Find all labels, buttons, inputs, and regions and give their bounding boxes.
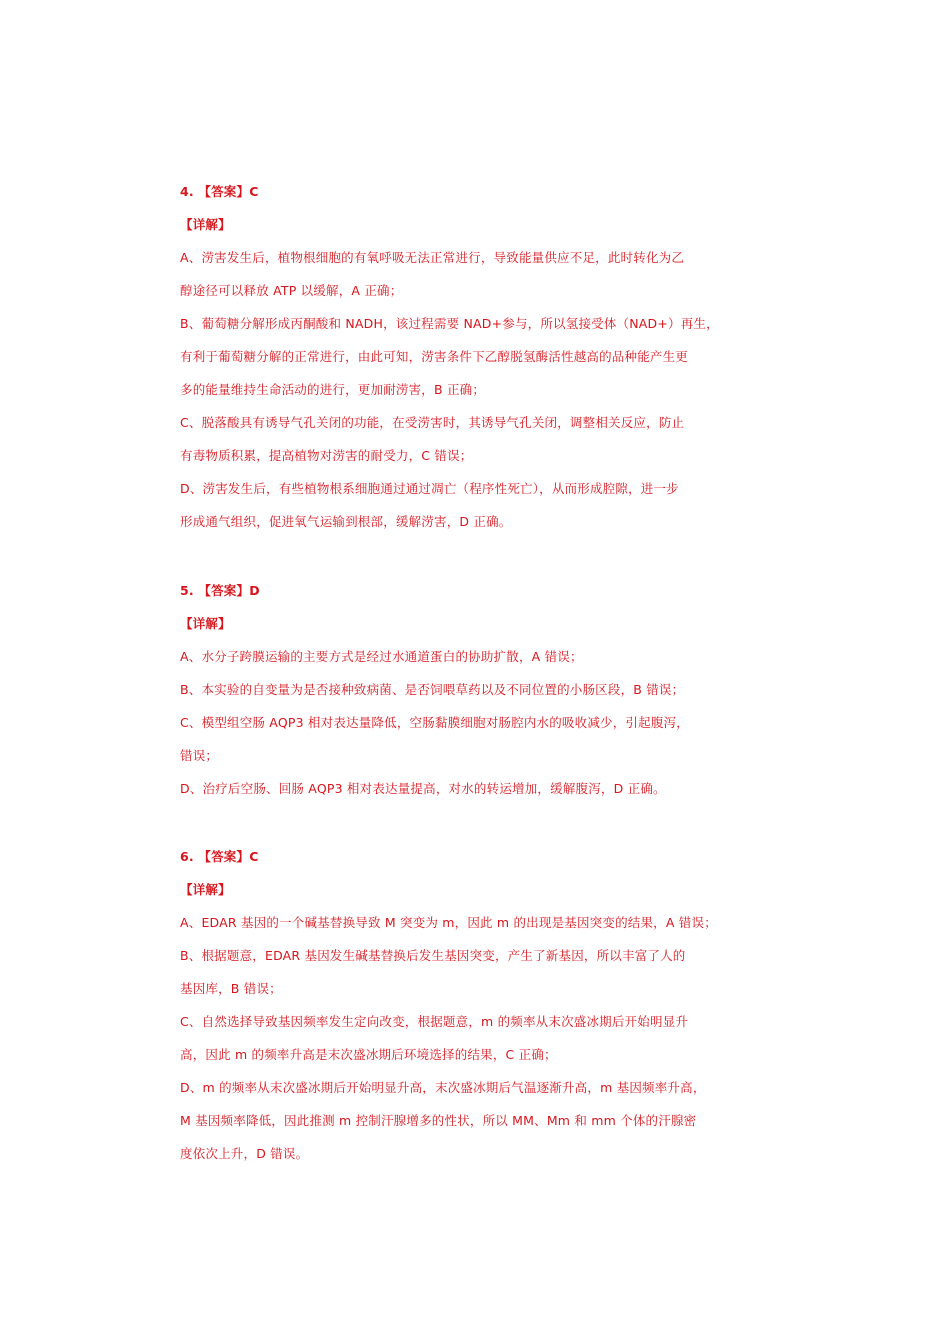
question-5-line: C、模型组空肠 AQP3 相对表达量降低，空肠黏膜细胞对肠腔内水的吸收减少，引起腹泻， [180,715,689,730]
question-6-line: 度依次上升，D 错误。 [180,1146,309,1161]
question-5-line: A、水分子跨膜运输的主要方式是经过水通道蛋白的协助扩散，A 错误； [180,649,583,664]
question-6-line: 基因库，B 错误； [180,981,282,996]
question-4-line: A、涝害发生后，植物根细胞的有氧呼吸无法正常进行，导致能量供应不足，此时转化为乙 [180,250,685,265]
question-5-line: D、治疗后空肠、回肠 AQP3 相对表达量提高，对水的转运增加，缓解腹泻，D 正确。 [180,781,666,796]
question-4-line: 醇途径可以释放 ATP 以缓解，A 正确； [180,283,403,298]
question-6-line: 高，因此 m 的频率升高是末次盛冰期后环境选择的结果，C 正确； [180,1047,557,1062]
question-4-answer: 4. 【答案】C [180,184,259,199]
question-4-line: D、涝害发生后，有些植物根系细胞通过通过凋亡（程序性死亡），从而形成腔隙，进一步 [180,481,679,496]
question-6-detail-heading: 【详解】 [180,882,231,897]
question-4-line: 形成通气组织，促进氧气运输到根部，缓解涝害，D 正确。 [180,514,512,529]
question-4-line: B、葡萄糖分解形成丙酮酸和 NADH，该过程需要 NAD+参与，所以氢接受体（NAD+）再生， [180,316,719,331]
question-5-section [180,574,780,805]
question-6-line: D、m 的频率从末次盛冰期后开始明显升高，末次盛冰期后气温逐渐升高，m 基因频率升高， [180,1080,706,1095]
question-5-line: B、本实验的自变量为是否接种致病菌、是否饲喂草药以及不同位置的小肠区段，B 错误； [180,682,685,697]
question-4-line: 多的能量维持生命活动的进行，更加耐涝害，B 正确； [180,382,486,397]
question-6-line: B、根据题意，EDAR 基因发生碱基替换后发生基因突变，产生了新基因，所以丰富了人的 [180,948,686,963]
question-5-answer: 5. 【答案】D [180,583,260,598]
question-4-line: 有利于葡萄糖分解的正常进行，由此可知，涝害条件下乙醇脱氢酶活性越高的品种能产生更 [180,349,689,364]
question-5-line: 错误； [180,748,219,763]
question-4-line: C、脱落酸具有诱导气孔关闭的功能，在受涝害时，其诱导气孔关闭，调整相关反应，防止 [180,415,685,430]
question-4-section [180,175,780,538]
question-4-line: 有毒物质积累，提高植物对涝害的耐受力，C 错误； [180,448,473,463]
question-6-section [180,840,780,1170]
question-4-detail-heading: 【详解】 [180,217,231,232]
question-6-line: M 基因频率降低，因此推测 m 控制汗腺增多的性状，所以 MM、Mm 和 mm 个体的汗腺密 [180,1113,697,1128]
question-6-line: C、自然选择导致基因频率发生定向改变，根据题意，m 的频率从末次盛冰期后开始明显升 [180,1014,689,1029]
question-6-answer: 6. 【答案】C [180,849,259,864]
question-6-line: A、EDAR 基因的一个碱基替换导致 M 突变为 m，因此 m 的出现是基因突变的结果，A 错误； [180,915,717,930]
question-5-detail-heading: 【详解】 [180,616,231,631]
